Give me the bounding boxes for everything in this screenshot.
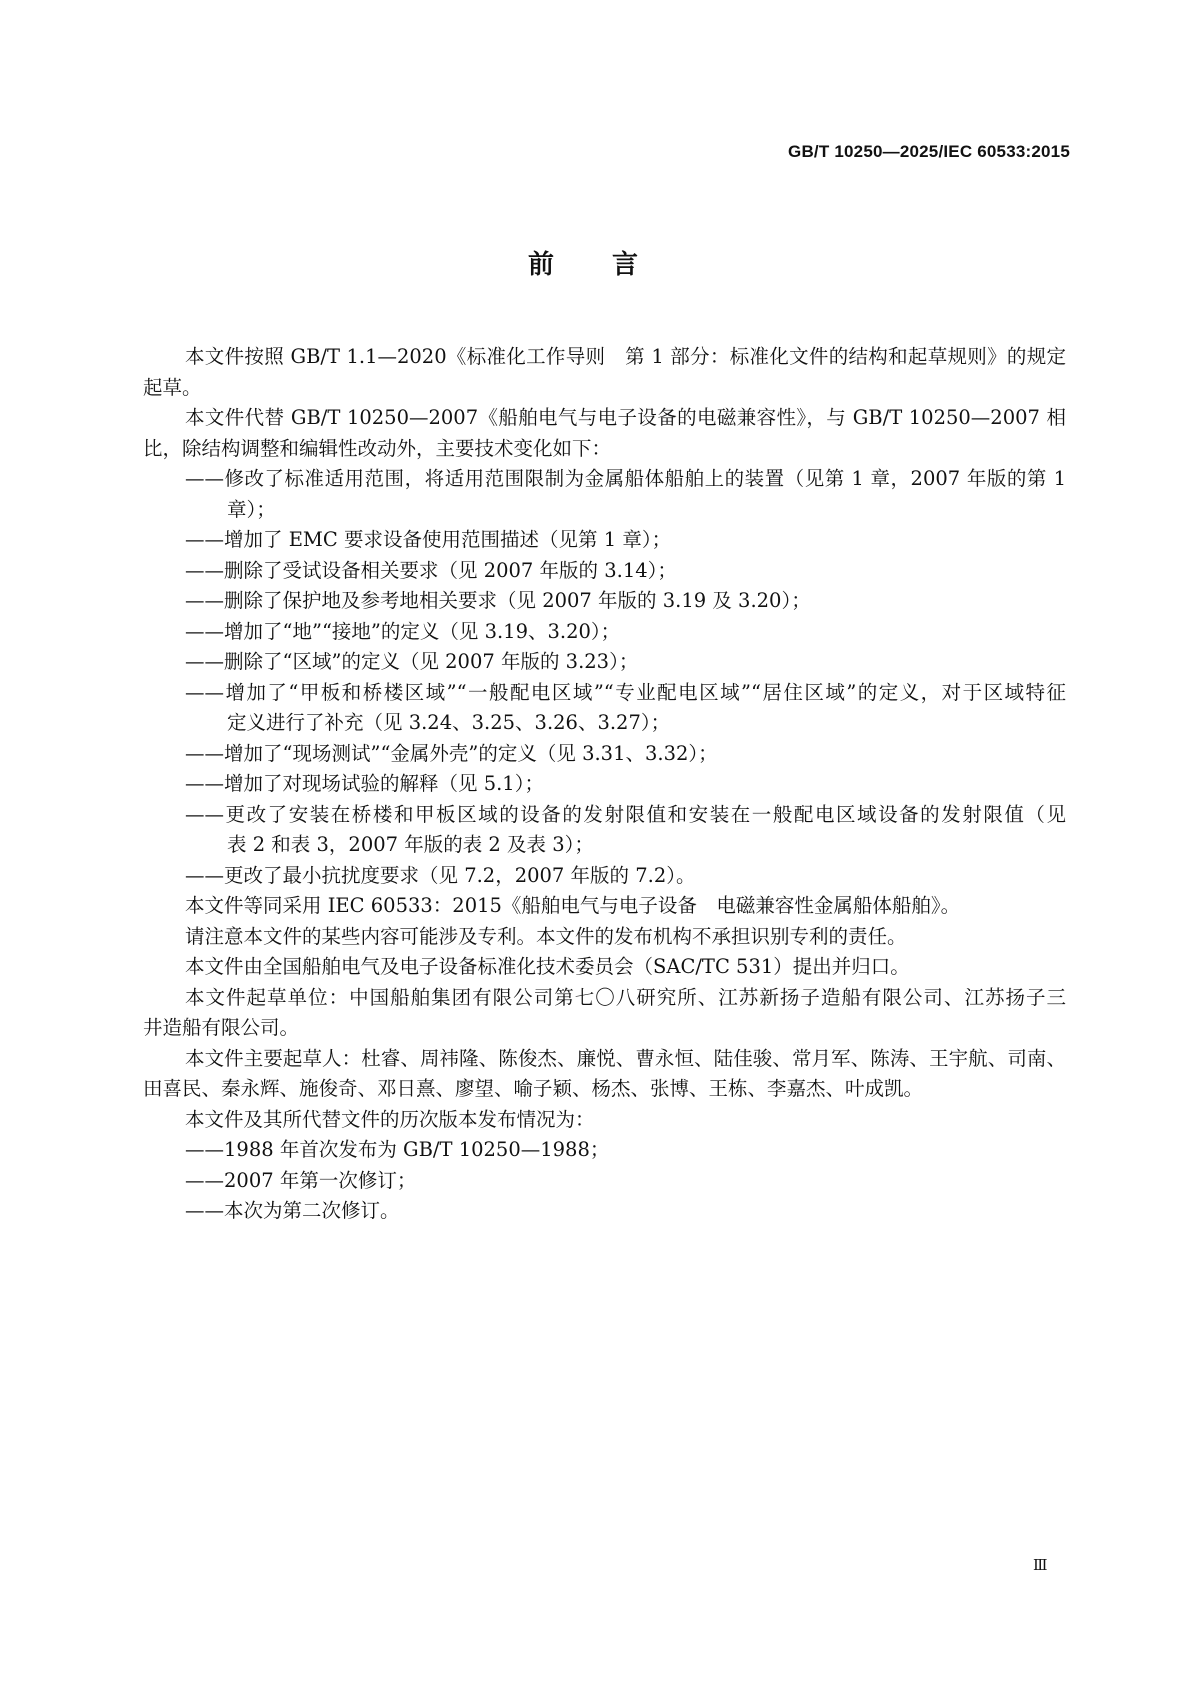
paragraph-line: 本文件代替 GB/T 10250—2007《船舶电气与电子设备的电磁兼容性》，与 GB/T 10250—2007 相: [185, 406, 1066, 429]
list-item-line: ——删除了保护地及参考地相关要求（见 2007 年版的 3.19 及 3.20）；: [185, 589, 811, 612]
paragraph-line: 比，除结构调整和编辑性改动外，主要技术变化如下：: [143, 436, 612, 460]
paragraph-line: 本文件起草单位：中国船舶集团有限公司第七〇八研究所、江苏新扬子造船有限公司、江苏扬子三: [185, 985, 1066, 1009]
paragraph-line: 本文件按照 GB/T 1.1—2020《标准化工作导则 第 1 部分：标准化文件的结构和起草规则》的规定: [185, 345, 1066, 368]
list-item-line: ——增加了对现场试验的解释（见 5.1）；: [185, 772, 544, 795]
page-number: Ⅲ: [1033, 1556, 1048, 1574]
paragraph-line: 井造船有限公司。: [143, 1016, 300, 1039]
paragraph-line: 田喜民、秦永辉、施俊奇、邓日熹、廖望、喻子颖、杨杰、张博、王栋、李嘉杰、叶成凯。: [143, 1077, 924, 1100]
list-item-line: ——增加了 EMC 要求设备使用范围描述（见第 1 章）；: [185, 528, 672, 551]
list-item-continuation: 定义进行了补充（见 3.24、3.25、3.26、3.27）；: [227, 711, 671, 734]
paragraph-line: 本文件及其所代替文件的历次版本发布情况为：: [185, 1107, 595, 1131]
paragraph-line: 本文件主要起草人：杜睿、周祎隆、陈俊杰、廉悦、曹永恒、陆佳骏、常月军、陈涛、王宇航、司南、: [185, 1046, 1066, 1070]
standard-number-header: GB/T 10250—2025/IEC 60533:2015: [788, 142, 1070, 161]
list-item-line: ——删除了受试设备相关要求（见 2007 年版的 3.14）；: [185, 558, 677, 582]
list-item-continuation: 表 2 和表 3，2007 年版的表 2 及表 3）；: [227, 833, 594, 856]
list-item-line: ——修改了标准适用范围，将适用范围限制为金属船体船舶上的装置（见第 1 章，2007 年版的第 1: [185, 467, 1066, 490]
list-item-line: ——增加了“地”“接地”的定义（见 3.19、3.20）；: [185, 619, 621, 643]
list-item-line: ——删除了“区域”的定义（见 2007 年版的 3.23）；: [185, 650, 639, 673]
list-item-line: ——增加了“甲板和桥楼区域”“一般配电区域”“专业配电区域”“居住区域”的定义，对于区域特征: [185, 680, 1066, 704]
paragraph-line: 起草。: [143, 375, 202, 399]
paragraph-line: 本文件等同采用 IEC 60533：2015《船舶电气与电子设备 电磁兼容性金属船体船舶》。: [185, 894, 961, 917]
list-item-line: ——2007 年第一次修订；: [185, 1168, 417, 1192]
foreword-body: [143, 342, 1066, 1227]
paragraph-line: 请注意本文件的某些内容可能涉及专利。本文件的发布机构不承担识别专利的责任。: [185, 924, 907, 948]
list-item-line: ——更改了最小抗扰度要求（见 7.2，2007 年版的 7.2）。: [185, 863, 696, 887]
list-item-continuation: 章）；: [227, 497, 276, 521]
list-item-line: ——1988 年首次发布为 GB/T 10250—1988；: [185, 1138, 610, 1161]
page-title: 前言: [527, 250, 696, 280]
list-item-line: ——增加了“现场测试”“金属外壳”的定义（见 3.31、3.32）；: [185, 741, 718, 765]
paragraph-line: 本文件由全国船舶电气及电子设备标准化技术委员会（SAC/TC 531）提出并归口。: [185, 955, 910, 978]
list-item-line: ——更改了安装在桥楼和甲板区域的设备的发射限值和安装在一般配电区域设备的发射限值（见: [185, 802, 1066, 826]
list-item-line: ——本次为第二次修订。: [185, 1199, 400, 1222]
